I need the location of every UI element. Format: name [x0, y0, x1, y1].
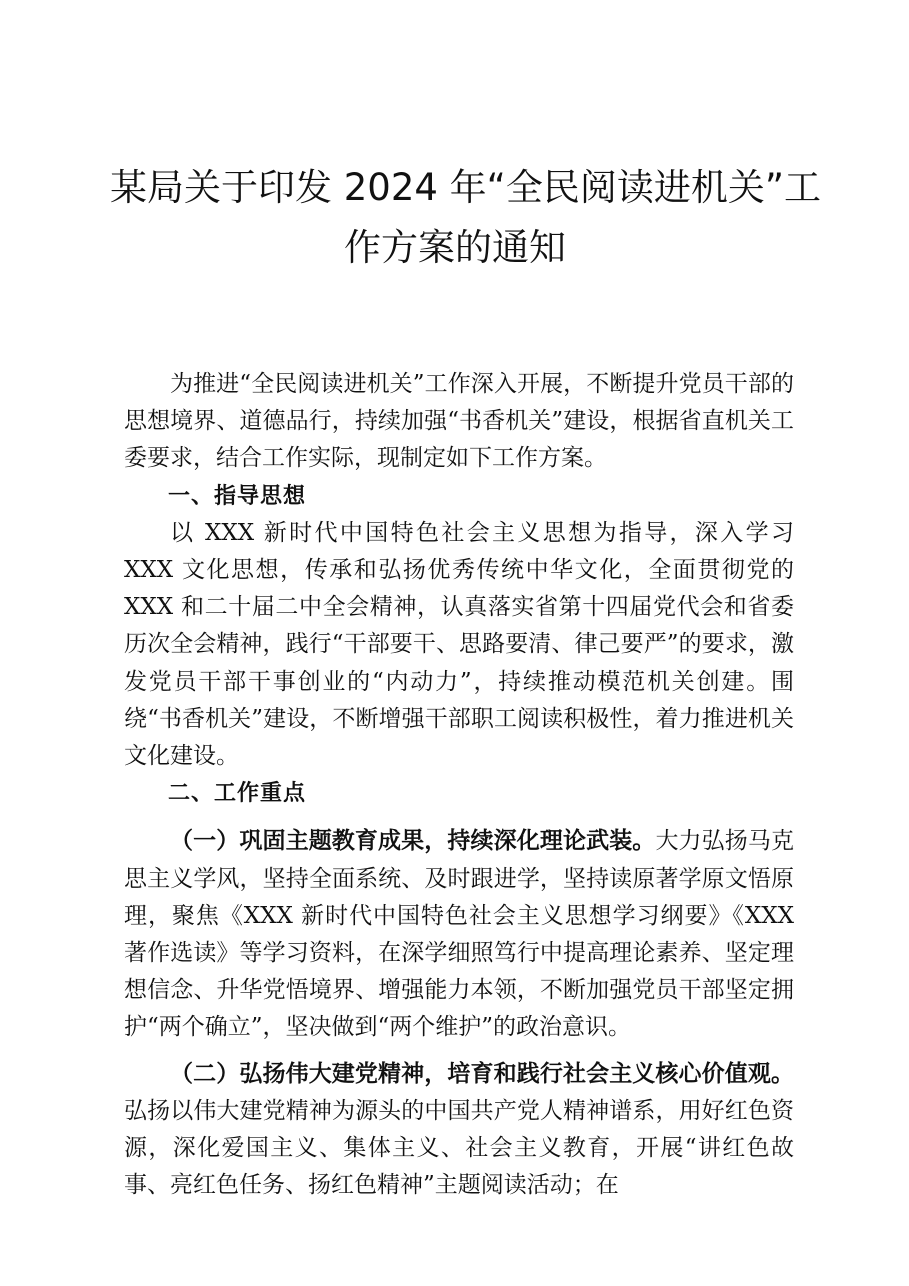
title-line-1: 某局关于印发 2024 年“全民阅读进机关”工 [110, 166, 822, 209]
priority-item-2-body: 弘扬以伟大建党精神为源头的中国共产党人精神谱系，用好红色资源，深化爱国主义、集体主义、社会主义教育，开展“讲红色故事、亮红色任务、扬红色精神”主题阅读活动；在 [124, 1097, 794, 1199]
section-heading-work-priorities: 二、工作重点 [168, 781, 307, 807]
priority-item-1 [124, 822, 794, 1046]
priority-item-1-body: 大力弘扬马克思主义学风，坚持全面系统、及时跟进学，坚持读原著学原文悟原理，聚焦《XXX 新时代中国特色社会主义思想学习纲要》《XXX 著作选读》等学习资料，在深学细照笃行中提高理论素养、坚定理想信念、升华党悟境界、增强能力本领，不断加强党员干部坚定拥护“两个确立”，坚决做到“两个维护”的政治意识。 [124, 828, 795, 1041]
priority-item-2 [124, 1055, 794, 1205]
document-body [124, 366, 794, 1204]
section-paragraph-guiding-ideology: 以 XXX 新时代中国特色社会主义思想为指导，深入学习 XXX 文化思想，传承和弘扬优秀传统中华文化，全面贯彻党的 XXX 和二十届二中全会精神，认真落实省第十四届党代会和省委历次全会精神，践行“干部要干、思路要清、律己要严”的要求，激发党员干部干事创业的“内动力”，持续推动模范机关创建。围绕“书香机关”建设，不断增强干部职工阅读积极性，着力推进机关文化建设。 [124, 519, 794, 770]
priority-item-2-lead: （二）弘扬伟大建党精神，培育和践行社会主义核心价值观。 [170, 1059, 794, 1087]
priority-item-1-lead: （一）巩固主题教育成果，持续深化理论武装。 [170, 827, 656, 855]
document-title [110, 158, 822, 278]
section-heading-guiding-ideology: 一、指导思想 [168, 483, 307, 509]
intro-paragraph: 为推进“全民阅读进机关”工作深入开展，不断提升党员干部的思想境界、道德品行，持续加强“书香机关”建设，根据省直机关工委要求，结合工作实际，现制定如下工作方案。 [124, 371, 794, 472]
title-line-2: 作方案的通知 [344, 226, 566, 269]
